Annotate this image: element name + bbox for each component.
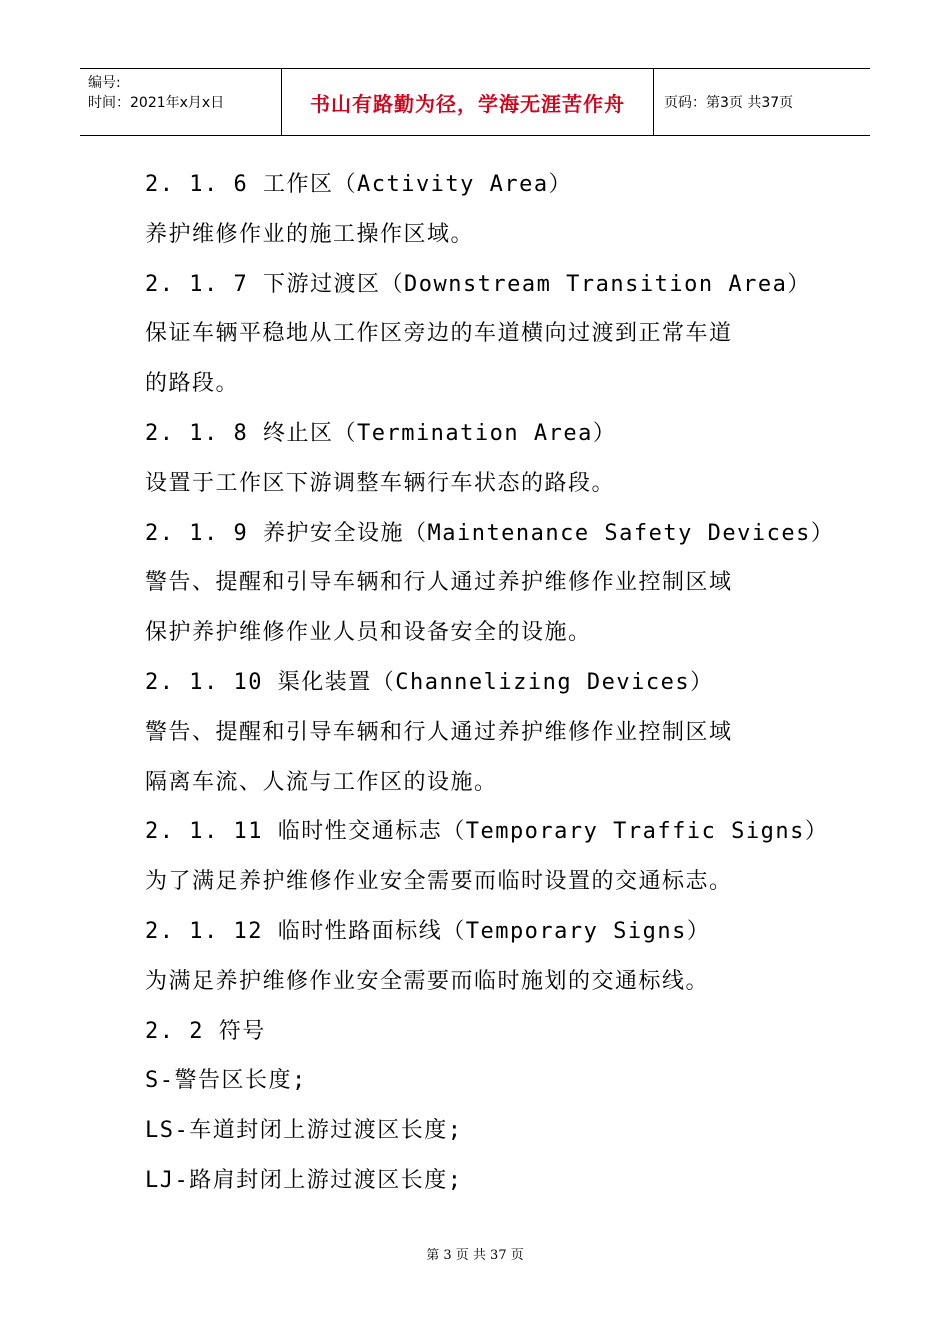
symbol-definition: LJ-路肩封闭上游过渡区长度; — [145, 1167, 463, 1193]
paragraph-line: 隔离车流、人流与工作区的设施。 — [145, 769, 498, 795]
paragraph-line: 设置于工作区下游调整车辆行车状态的路段。 — [145, 470, 616, 496]
symbol-definition: LS-车道封闭上游过渡区长度; — [145, 1118, 463, 1144]
page-footer: 第 3 页 共 37 页 — [426, 1248, 524, 1263]
header-motto: 书山有路勤为径，学海无涯苦作舟 — [282, 69, 654, 135]
paragraph-line: 警告、提醒和引导车辆和行人通过养护维修作业控制区域 — [145, 719, 733, 745]
paragraph-line: 警告、提醒和引导车辆和行人通过养护维修作业控制区域 — [145, 570, 733, 596]
paragraph-line: 保证车辆平稳地从工作区旁边的车道横向过渡到正常车道 — [145, 321, 733, 347]
document-number-label: 编号: — [88, 75, 121, 91]
paragraph-line: 为了满足养护维修作业安全需要而临时设置的交通标志。 — [145, 869, 733, 895]
section-heading: 2. 2 符号 — [145, 1018, 266, 1044]
paragraph-line: 为满足养护维修作业安全需要而临时施划的交通标线。 — [145, 968, 710, 994]
header-meta — [80, 69, 282, 135]
section-heading: 2. 1. 8 终止区（Termination Area） — [145, 420, 617, 446]
section-heading: 2. 1. 9 养护安全设施（Maintenance Safety Devices） — [145, 520, 835, 546]
section-heading: 2. 1. 12 临时性路面标线（Temporary Signs） — [145, 918, 711, 944]
document-body — [145, 160, 835, 1206]
page-header — [80, 68, 870, 136]
section-heading: 2. 1. 6 工作区（Activity Area） — [145, 172, 573, 197]
section-heading: 2. 1. 7 下游过渡区（Downstream Transition Area） — [145, 271, 811, 297]
symbol-definition: S-警告区长度; — [145, 1068, 307, 1094]
document-date: 时间：2021年x月x日 — [88, 95, 225, 111]
paragraph-line: 养护维修作业的施工操作区域。 — [145, 221, 475, 247]
section-heading: 2. 1. 11 临时性交通标志（Temporary Traffic Signs） — [145, 819, 829, 845]
header-page-info: 页码：第3页 共37页 — [664, 95, 794, 111]
section-heading: 2. 1. 10 渠化装置（Channelizing Devices） — [145, 669, 714, 695]
paragraph-line: 保护养护维修作业人员和设备安全的设施。 — [145, 620, 592, 646]
paragraph-line: 的路段。 — [145, 371, 240, 397]
